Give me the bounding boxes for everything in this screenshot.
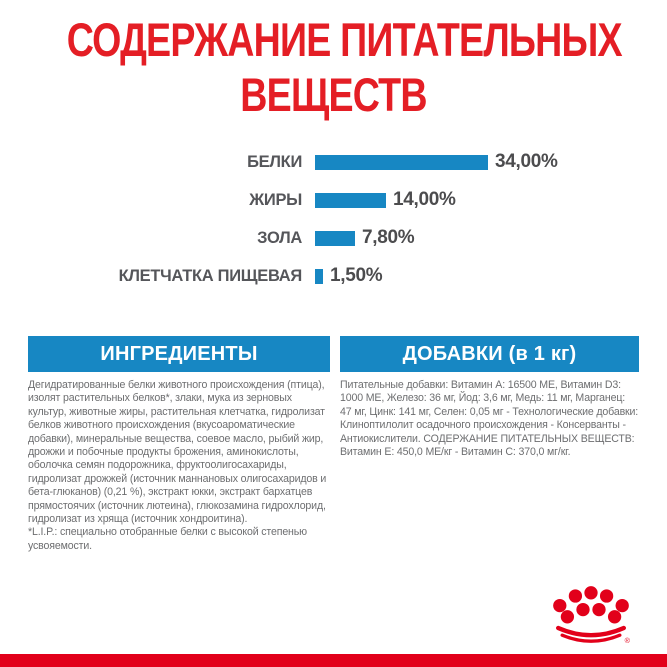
chart-row-fats (0, 190, 667, 210)
chart-value-fiber: 1,50% (330, 265, 383, 286)
chart-value-proteins: 34,00% (495, 151, 558, 172)
registered-mark: ® (624, 636, 630, 646)
chart-row-ash (0, 228, 667, 248)
ingredients-text: Дегидратированные белки животного происхождения (птица), изолят растительных белков*, злаки, мука из зерновых культур, животные жиры, растительная клетчатка, гидролизат белков животного происхождения (вкусоароматические добавки), минеральные вещества, соевое масло, рыбий жир, дрожжи и побочные продукты брожения, аминокислоты, оболочка семян подорожника, фруктоолигосахариды, гидролизат дрожжей (источник маннановых олигосахаридов и бета-глюканов) (0,21 %), экстракт юкки, экстракт бархатцев прямостоячих (источник лютеина), глюкозамина гидрохлорид, гидролизат из хряща (источник хондроитина). (28, 379, 327, 526)
ingredients-section (28, 336, 330, 553)
chart-bar-fiber (315, 269, 323, 284)
lip-footnote: *L.I.P.: специально отобранные белки с высокой степенью усвояемости. (28, 526, 307, 552)
additives-body: Питательные добавки: Витамин A: 16500 МЕ, Витамин D3: 1000 МЕ, Железо: 36 мг, Йод: 3,6 мг, Медь: 11 мг, Марганец: 47 мг, Цинк: 141 мг, Селен: 0,05 мг - Технологические добавки: Клиноптилолит осадочного происхождения - Консерванты - Антиокислители. СОДЕРЖАНИЕ ПИТАТЕЛЬНЫХ ВЕЩЕСТВ: Витамин E: 450,0 МЕ/кг - Витамин C: 370,0 мг/кг. (340, 379, 639, 459)
chart-label-ash: ЗОЛА (257, 228, 302, 247)
chart-value-fats: 14,00% (393, 189, 456, 210)
chart-row-fiber (0, 266, 667, 286)
chart-bar-ash (315, 231, 355, 246)
additives-header: ДОБАВКИ (в 1 кг) (340, 336, 639, 372)
page-title-line2: ВЕЩЕСТВ (240, 68, 427, 121)
brand-red-strip (0, 654, 667, 667)
page-title-line1: СОДЕРЖАНИЕ ПИТАТЕЛЬНЫХ (66, 13, 622, 66)
ingredients-header: ИНГРЕДИЕНТЫ (28, 336, 330, 372)
chart-label-fats: ЖИРЫ (249, 190, 302, 209)
nutrient-bar-chart (0, 152, 667, 286)
chart-label-proteins: БЕЛКИ (247, 152, 302, 171)
chart-row-proteins (0, 152, 667, 172)
chart-value-ash: 7,80% (362, 227, 415, 248)
info-columns (0, 336, 667, 553)
chart-label-fiber: КЛЕТЧАТКА ПИЩЕВАЯ (118, 266, 302, 285)
chart-bar-fats (315, 193, 386, 208)
additives-section (340, 336, 639, 553)
chart-bar-proteins (315, 155, 488, 170)
ingredients-body (28, 379, 330, 553)
page-title (0, 0, 667, 122)
royal-canin-crown-icon (550, 584, 632, 648)
